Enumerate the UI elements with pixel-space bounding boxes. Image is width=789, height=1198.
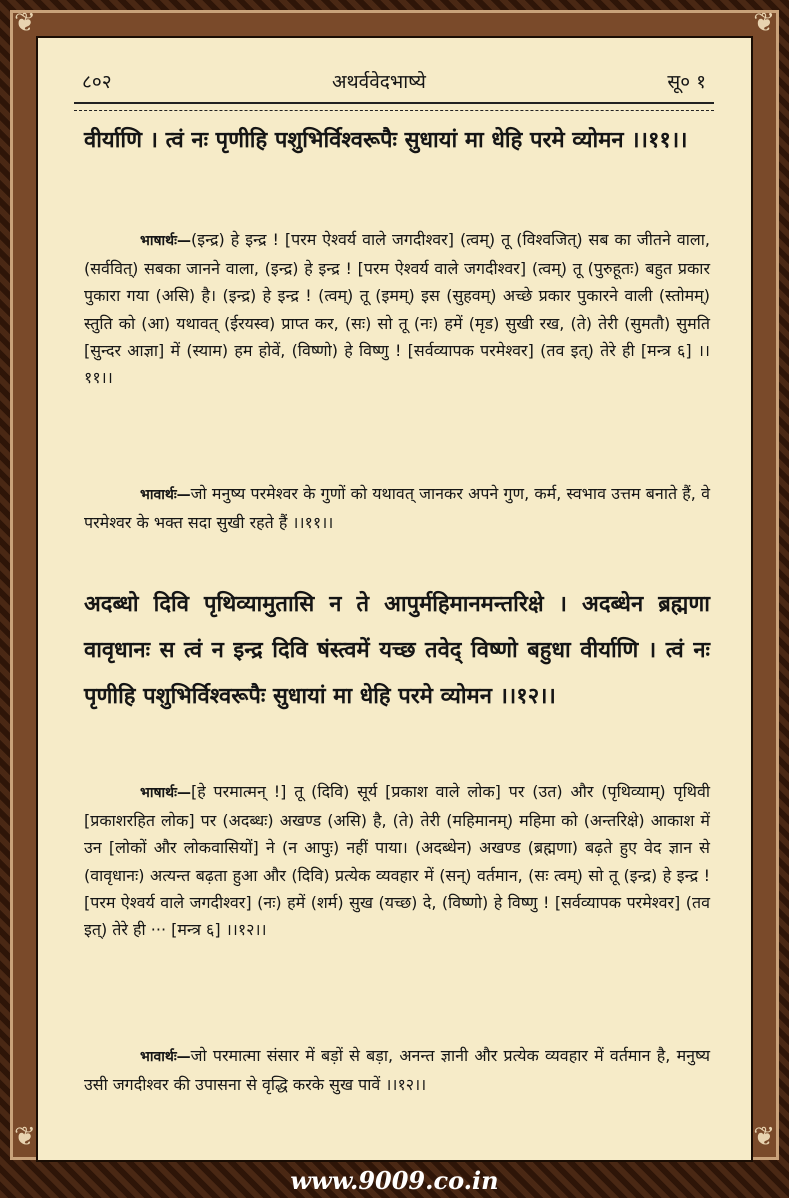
bhavarth-12	[84, 1042, 710, 1098]
corner-ornament-icon: ❦	[753, 8, 775, 38]
bhavarth-11	[84, 480, 710, 536]
bhasharth-text: (इन्द्र) हे इन्द्र ! [परम ऐश्वर्य वाले जगदीश्वर] (त्वम्) तू (विश्वजित्) सब का जीतने वाला, (सर्ववित्) सबका जानने वाला, (इन्द्र) हे इन्द्र ! [परम ऐश्वर्य वाले जगदीश्वर] (त्वम्) तू (पुरुहूतः) बहुत प्रकार पुकारा गया (असि) है। (इन्द्र) हे इन्द्र ! (त्वम्) तू (इमम्) इस (सुहवम्) अच्छे प्रकार पुकारने वाली (स्तोमम्) स्तुति को (आ) यथावत् (ईरयस्व) प्राप्त कर, (सः) सो तू (नः) हमें (मृड) सुखी रख, (ते) तेरी (सुमतौ) सुमति [सुन्दर आज्ञा] में (स्याम) हम होवें, (विष्णो) हे विष्णु ! [सर्वव्यापक परमेश्वर] (तव इत्) तेरे ही [मन्त्र ६] ।।११।।	[84, 230, 710, 388]
bhasharth-label: भाषार्थः—	[140, 785, 191, 801]
corner-ornament-icon: ❦	[753, 1122, 775, 1152]
page-header	[82, 68, 706, 96]
bhavarth-text: जो मनुष्य परमेश्वर के गुणों को यथावत् जानकर अपने गुण, कर्म, स्वभाव उत्तम बनाते हैं, वे परमेश्वर के भक्त सदा सुखी रहते हैं ।।११।।	[84, 484, 710, 533]
sukta-number: सू० १	[667, 71, 706, 93]
website-watermark: www.9009.co.in	[290, 1166, 499, 1195]
bhasharth-11	[84, 226, 710, 391]
mantra-11-tail: वीर्याणि । त्वं नः पृणीहि पशुभिर्विश्वरूपैः सुधायां मा धेहि परमे व्योमन ।।११।।	[84, 128, 688, 153]
book-title: अथर्ववेदभाष्ये	[332, 71, 426, 93]
mantra-12: अदब्धो दिवि पृथिव्यामुतासि न ते आपुर्महिमानमन्तरिक्षे । अदब्धेन ब्रह्मणा वावृधानः स त्वं न इन्द्र दिवि षंस्त्वमें यच्छ तवेद् विष्णो बहुधा वीर्याणि । त्वं नः पृणीहि पशुभिर्विश्वरूपैः सुधायां मा धेहि परमे व्योमन ।।१२।।	[84, 592, 710, 709]
bhavarth-label: भावार्थः—	[140, 487, 191, 503]
corner-ornament-icon: ❦	[14, 1122, 36, 1152]
bhasharth-12	[84, 778, 710, 943]
page-number: ८०२	[82, 71, 112, 93]
corner-ornament-icon: ❦	[14, 8, 36, 38]
bhasharth-label: भाषार्थः—	[140, 233, 191, 249]
bhasharth-text: [हे परमात्मन् !] तू (दिवि) सूर्य [प्रकाश वाले लोक] पर (उत) और (पृथिव्याम्) पृथिवी [प्रकाशरहित लोक] पर (अदब्धः) अखण्ड (असि) है, (ते) तेरी (महिमानम्) महिमा को (अन्तरिक्षे) आकाश में उन [लोकों और लोकवासियों] ने (न आपुः) नहीं पाया। (अदब्धेन) अखण्ड (ब्रह्मणा) बढ़ते हुए वेद ज्ञान से (वावृधानः) अत्यन्त बढ़ता हुआ और (दिवि) प्रत्येक व्यवहार में (सन्) वर्तमान, (सः त्वम्) सो तू (इन्द्र) हे इन्द्र ! [परम ऐश्वर्य वाले जगदीश्वर] (नः) हमें (शर्म) सुख (यच्छ) दे, (विष्णो) हे विष्णु ! [सर्वव्यापक परमेश्वर] (तव इत्) तेरे ही ··· [मन्त्र ६] ।।१२।।	[84, 782, 710, 940]
bhavarth-label: भावार्थः—	[140, 1049, 191, 1065]
bhavarth-text: जो परमात्मा संसार में बड़ों से बड़ा, अनन्त ज्ञानी और प्रत्येक व्यवहार में वर्तमान है, मनुष्य उसी जगदीश्वर की उपासना से वृद्धि करके सुख पावें ।।१२।।	[84, 1046, 710, 1095]
book-page	[36, 36, 753, 1162]
header-rule	[74, 102, 714, 111]
